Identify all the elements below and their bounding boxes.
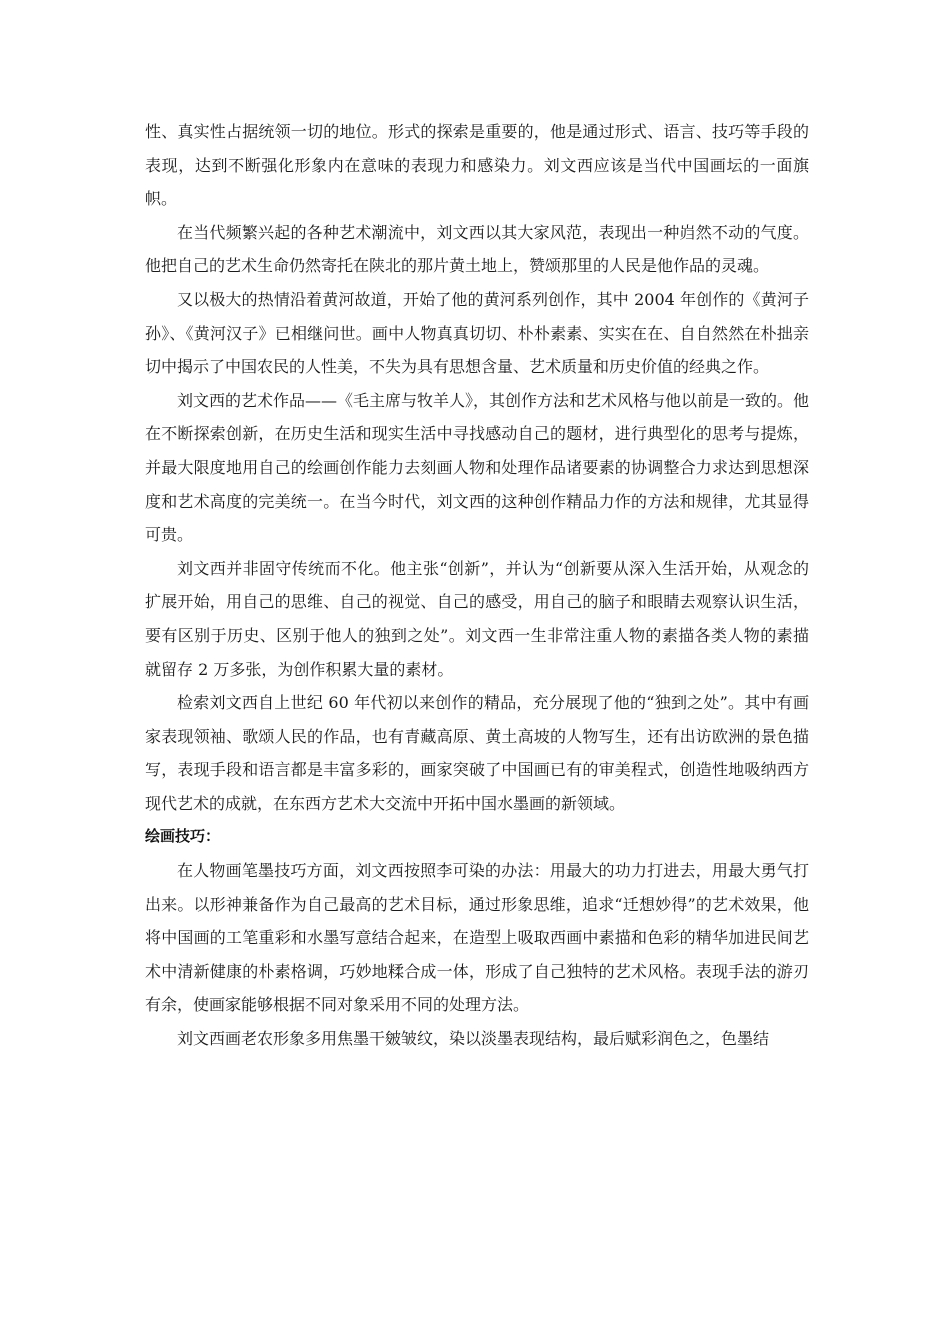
paragraph-unique-works: 检索刘文西自上世纪 60 年代初以来创作的精品，充分展现了他的“独到之处”。其中有画家表现领袖、歌颂人民的作品，也有青藏高原、黄土高坡的人物写生，还有出访欧洲的景色描写，表现手段和语言都是丰富多彩的，画家突破了中国画已有的审美程式，创造性地吸纳西方现代艺术的成就，在东西方艺术大交流中开拓中国水墨画的新领域。 [145,693,809,813]
paragraph-innovation: 刘文西并非固守传统而不化。他主张“创新”，并认为“创新要从深入生活开始，从观念的扩展开始，用自己的思维、自己的视觉、自己的感受，用自己的脑子和眼睛去观察认识生活，要有区别于历史、区别于他人的独到之处”。刘文西一生非常注重人物的素描各类人物的素描就留存 2 万多张，为创作积累大量的素材。 [145,558,809,679]
section-heading-painting-technique: 绘画技巧： [145,827,221,846]
paragraph-brush-technique: 在人物画笔墨技巧方面，刘文西按照李可染的办法：用最大的功力打进去，用最大勇气打出来。以形神兼备作为自己最高的艺术目标，通过形象思维，追求“迁想妙得”的艺术效果，他将中国画的工笔重彩和水墨写意结合起来，在造型上吸取西画中素描和色彩的精华加进民间艺术中清新健康的朴素格调，巧妙地糅合成一体，形成了自己独特的艺术风格。表现手法的游刃有余，使画家能够根据不同对象采用不同的处理方法。 [145,861,809,1015]
paragraph-yellow-river-series: 又以极大的热情沿着黄河故道，开始了他的黄河系列创作，其中 2004 年创作的《黄河子孙》、《黄河汉子》已相继问世。画中人物真真切切、朴朴素素、实实在在、自自然然在朴拙亲切中揭示了中国农民的人性美，不失为具有思想含量、艺术质量和历史价值的经典之作。 [145,289,809,377]
paragraph-continued: 性、真实性占据统领一切的地位。形式的探索是重要的，他是通过形式、语言、技巧等手段的表现，达到不断强化形象内在意味的表现力和感染力。刘文西应该是当代中国画坛的一面旗帜。 [145,122,809,209]
paragraph-chairman-and-shepherd: 刘文西的艺术作品——《毛主席与牧羊人》，其创作方法和艺术风格与他以前是一致的。他在不断探索创新，在历史生活和现实生活中寻找感动自己的题材，进行典型化的思考与提炼，并最大限度地用自己的绘画创作能力去刻画人物和处理作品诸要素的协调整合力求达到思想深度和艺术高度的完美统一。在当今时代，刘文西的这种创作精品力作的方法和规律，尤其显得可贵。 [145,390,810,545]
document-body [145,115,809,1056]
paragraph-old-farmer-portraits: 刘文西画老农形象多用焦墨干皴皱纹，染以淡墨表现结构，最后赋彩润色之，色墨结 [177,1029,770,1049]
paragraph-artistic-stance: 在当代频繁兴起的各种艺术潮流中，刘文西以其大家风范，表现出一种岿然不动的气度。他把自己的艺术生命仍然寄托在陕北的那片黄土地上，赞颂那里的人民是他作品的灵魂。 [145,222,809,276]
